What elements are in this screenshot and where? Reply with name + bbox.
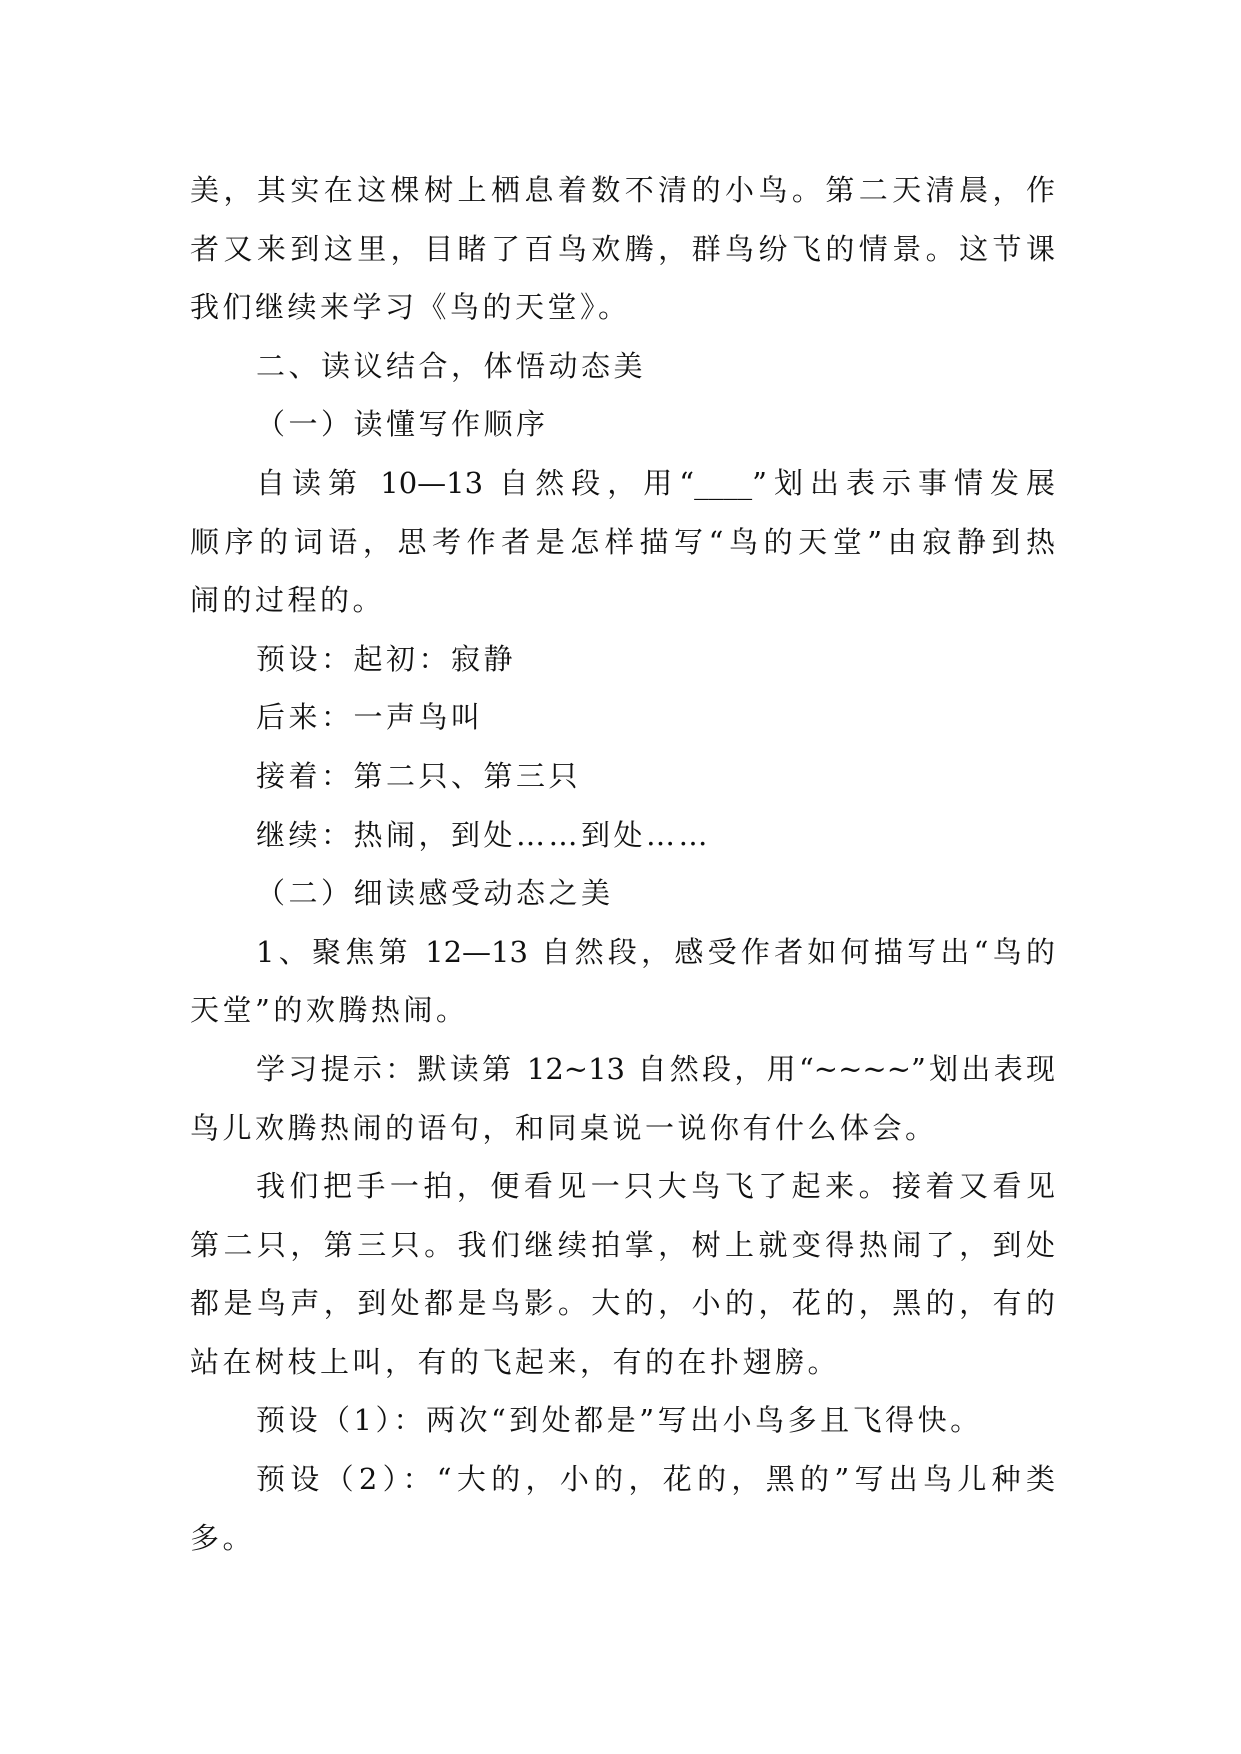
- paragraph: [190, 1040, 1055, 1157]
- subsection-heading: [190, 864, 1055, 923]
- paragraph: [190, 747, 1055, 806]
- paragraph-line: 自读第 10—13 自然段，用“____”划出表示事情发展: [256, 465, 1055, 500]
- paragraph: [190, 1391, 1055, 1450]
- paragraph-line: 都是鸟声，到处都是鸟影。大的，小的，花的，黑的，有的: [190, 1286, 1055, 1321]
- paragraph: [190, 630, 1055, 689]
- paragraph-line: 接着：第二只、第三只: [256, 758, 582, 793]
- paragraph-line: 天堂”的欢腾热闹。: [190, 993, 469, 1028]
- paragraph-line: 预设（1）：两次“到处都是”写出小鸟多且飞得快。: [256, 1403, 983, 1438]
- subsection-heading-text: （二）细读感受动态之美: [256, 876, 614, 911]
- paragraph-line: 1、聚焦第 12—13 自然段，感受作者如何描写出“鸟的: [256, 934, 1055, 969]
- paragraph-line: 学习提示：默读第 12~13 自然段，用“~~~~”划出表现: [256, 1051, 1055, 1086]
- paragraph-line: 后来：一声鸟叫: [256, 700, 484, 735]
- subsection-heading: [190, 395, 1055, 454]
- paragraph-line: 继续：热闹，到处……到处……: [256, 817, 712, 852]
- paragraph: [190, 1450, 1055, 1567]
- paragraph-line: 鸟儿欢腾热闹的语句，和同桌说一说你有什么体会。: [190, 1110, 938, 1145]
- section-heading-text: 二、读议结合，体悟动态美: [256, 348, 647, 383]
- paragraph-line: 顺序的词语，思考作者是怎样描写“鸟的天堂”由寂静到热: [190, 524, 1055, 559]
- paragraph-line: 预设（2）：“大的，小的，花的，黑的”写出鸟儿种类: [256, 1462, 1055, 1497]
- paragraph-line: 我们继续来学习《鸟的天堂》。: [190, 290, 631, 325]
- document-page: [190, 161, 1055, 1567]
- paragraph: [190, 688, 1055, 747]
- paragraph-line: 站在树枝上叫，有的飞起来，有的在扑翅膀。: [190, 1344, 841, 1379]
- paragraph-line: 多。: [190, 1520, 256, 1555]
- subsection-heading-text: （一）读懂写作顺序: [256, 407, 549, 442]
- paragraph: [190, 161, 1055, 337]
- paragraph-line: 闹的过程的。: [190, 583, 386, 618]
- paragraph-line: 美，其实在这棵树上栖息着数不清的小鸟。第二天清晨，作: [190, 173, 1055, 207]
- paragraph-line: 我们把手一拍，便看见一只大鸟飞了起来。接着又看见: [256, 1169, 1055, 1204]
- paragraph-line: 预设：起初：寂静: [256, 641, 517, 676]
- paragraph: [190, 454, 1055, 630]
- paragraph: [190, 923, 1055, 1040]
- section-heading: [190, 337, 1055, 396]
- paragraph-line: 第二只，第三只。我们继续拍掌，树上就变得热闹了，到处: [190, 1227, 1055, 1262]
- quoted-passage: [190, 1157, 1055, 1391]
- paragraph: [190, 806, 1055, 865]
- paragraph-line: 者又来到这里，目睹了百鸟欢腾，群鸟纷飞的情景。这节课: [190, 231, 1055, 266]
